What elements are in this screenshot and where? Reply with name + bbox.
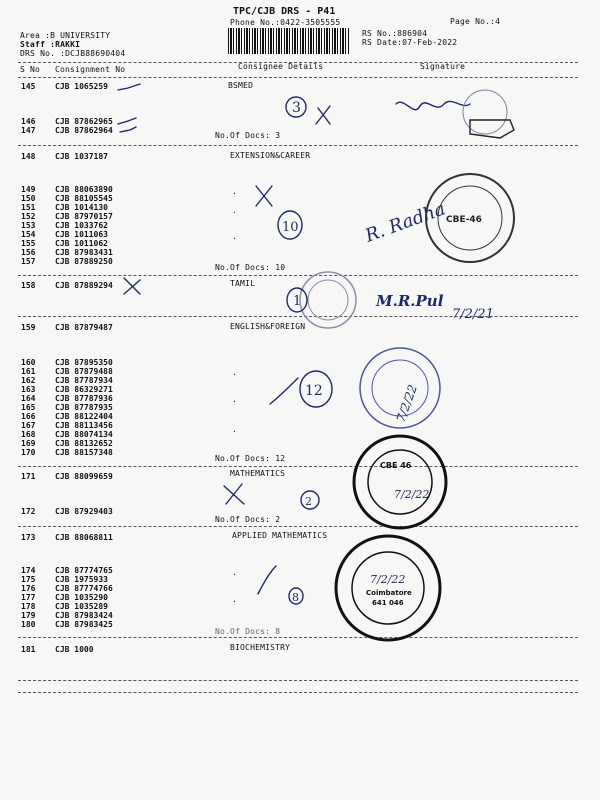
- check-mark: [120, 127, 136, 132]
- signature: M.R.Pul: [376, 292, 444, 310]
- table-row: 149 CJB 88063890: [21, 185, 113, 194]
- col-sno: S No: [20, 65, 41, 74]
- docs-count: No.Of Docs: 8: [215, 627, 281, 636]
- slash-mark: [270, 378, 298, 404]
- docs-count: No.Of Docs: 10: [215, 263, 286, 272]
- docs-count: No.Of Docs: 2: [215, 515, 281, 524]
- rs-number: RS No.:886904: [362, 29, 428, 38]
- handwritten-date: 7/2/22: [394, 488, 430, 501]
- handwritten-count: 1: [293, 294, 302, 309]
- table-row: 170 CJB 88157348: [21, 448, 113, 457]
- stamp-text: 641 046: [372, 599, 404, 607]
- handwritten-count: 10: [282, 220, 299, 235]
- dot-marker: .: [232, 232, 237, 241]
- department-name: BSMED: [228, 81, 254, 90]
- stamp-text: CBE-46: [446, 215, 482, 225]
- department-name: EXTENSION&CAREER: [230, 151, 311, 160]
- table-row: 157 CJB 87889250: [21, 257, 113, 266]
- table-row: 168 CJB 88074134: [21, 430, 113, 439]
- col-signature: Signature: [420, 62, 466, 71]
- department-name: APPLIED MATHEMATICS: [232, 531, 328, 540]
- table-row: 146 CJB 87862965: [21, 117, 113, 126]
- col-consignee: Consignee Details: [238, 62, 324, 71]
- check-mark: [118, 118, 136, 124]
- stamp-shape: [470, 120, 514, 138]
- table-row: 145 CJB 1065259: [21, 82, 108, 91]
- docs-count: No.Of Docs: 12: [215, 454, 286, 463]
- department-name: MATHEMATICS: [230, 469, 286, 478]
- table-row: 175 CJB 1975933: [21, 575, 108, 584]
- drs-number: DRS No. :DCJB88690404: [20, 49, 126, 58]
- table-row: 151 CJB 1014130: [21, 203, 108, 212]
- stamp-text: CBE 46: [380, 461, 412, 470]
- table-row: 177 CJB 1035290: [21, 593, 108, 602]
- dot-marker: .: [232, 368, 237, 377]
- handwritten-count: 8: [292, 591, 299, 604]
- table-row: 158 CJB 87889294: [21, 281, 113, 290]
- table-row: 167 CJB 88113456: [21, 421, 113, 430]
- table-row: 165 CJB 87787935: [21, 403, 113, 412]
- department-name: BIOCHEMISTRY: [230, 643, 291, 652]
- table-row: 161 CJB 87879488: [21, 367, 113, 376]
- page-number: Page No.:4: [450, 17, 501, 26]
- table-row: 150 CJB 88105545: [21, 194, 113, 203]
- table-row: 176 CJB 87774766: [21, 584, 113, 593]
- cross-mark: [124, 278, 140, 294]
- phone-number: Phone No.:0422-3505555: [230, 18, 341, 27]
- check-mark: [118, 84, 140, 90]
- table-row: 163 CJB 86329271: [21, 385, 113, 394]
- cross-mark: [256, 186, 272, 206]
- signature-scribble: [396, 101, 470, 109]
- department-name: ENGLISH&FOREIGN: [230, 322, 306, 331]
- department-name: TAMIL: [230, 279, 256, 288]
- table-row: 181 CJB 1000: [21, 645, 94, 654]
- table-row: 173 CJB 88068811: [21, 533, 113, 542]
- cross-mark: [316, 106, 330, 124]
- handwritten-date: 7/2/22: [393, 382, 421, 424]
- table-row: 172 CJB 87929403: [21, 507, 113, 516]
- table-row: 169 CJB 88132652: [21, 439, 113, 448]
- handwritten-count: 3: [292, 100, 301, 116]
- table-row: 155 CJB 1011062: [21, 239, 108, 248]
- table-row: 152 CJB 87970157: [21, 212, 113, 221]
- table-row: 174 CJB 87774765: [21, 566, 113, 575]
- dot-marker: .: [232, 187, 237, 196]
- table-row: 148 CJB 1037187: [21, 152, 108, 161]
- table-row: 147 CJB 87862964: [21, 126, 113, 135]
- slash-mark: [258, 566, 276, 594]
- table-row: 162 CJB 87787934: [21, 376, 113, 385]
- staff: Staff :RAKKI: [20, 40, 81, 49]
- table-row: 166 CJB 88122404: [21, 412, 113, 421]
- table-row: 153 CJB 1033762: [21, 221, 108, 230]
- stamp-text: Coimbatore: [366, 589, 412, 597]
- table-row: 179 CJB 87983424: [21, 611, 113, 620]
- stamp-date: 7/2/22: [370, 573, 406, 586]
- handwritten-date: 7/2/21: [452, 307, 494, 322]
- dot-marker: .: [232, 568, 237, 577]
- col-consignment: Consignment No: [55, 65, 126, 74]
- rs-date: RS Date:07-Feb-2022: [362, 38, 458, 47]
- table-row: 156 CJB 87983431: [21, 248, 113, 257]
- handwritten-count: 12: [305, 383, 323, 399]
- signature: R. Radha: [362, 198, 449, 247]
- table-row: 159 CJB 87879487: [21, 323, 113, 332]
- dot-marker: .: [232, 595, 237, 604]
- cross-mark: [224, 484, 244, 504]
- dot-marker: .: [232, 395, 237, 404]
- table-row: 160 CJB 87895350: [21, 358, 113, 367]
- dot-marker: .: [232, 425, 237, 434]
- docs-count: No.Of Docs: 3: [215, 131, 281, 140]
- handwritten-count: 2: [305, 495, 312, 508]
- dot-marker: .: [232, 206, 237, 215]
- table-row: 164 CJB 87787936: [21, 394, 113, 403]
- area: Area :B UNIVERSITY: [20, 31, 111, 40]
- table-row: 180 CJB 87983425: [21, 620, 113, 629]
- table-row: 171 CJB 88099659: [21, 472, 113, 481]
- table-row: 154 CJB 1011063: [21, 230, 108, 239]
- table-row: 178 CJB 1035289: [21, 602, 108, 611]
- report-title: TPC/CJB DRS - P41: [233, 6, 336, 17]
